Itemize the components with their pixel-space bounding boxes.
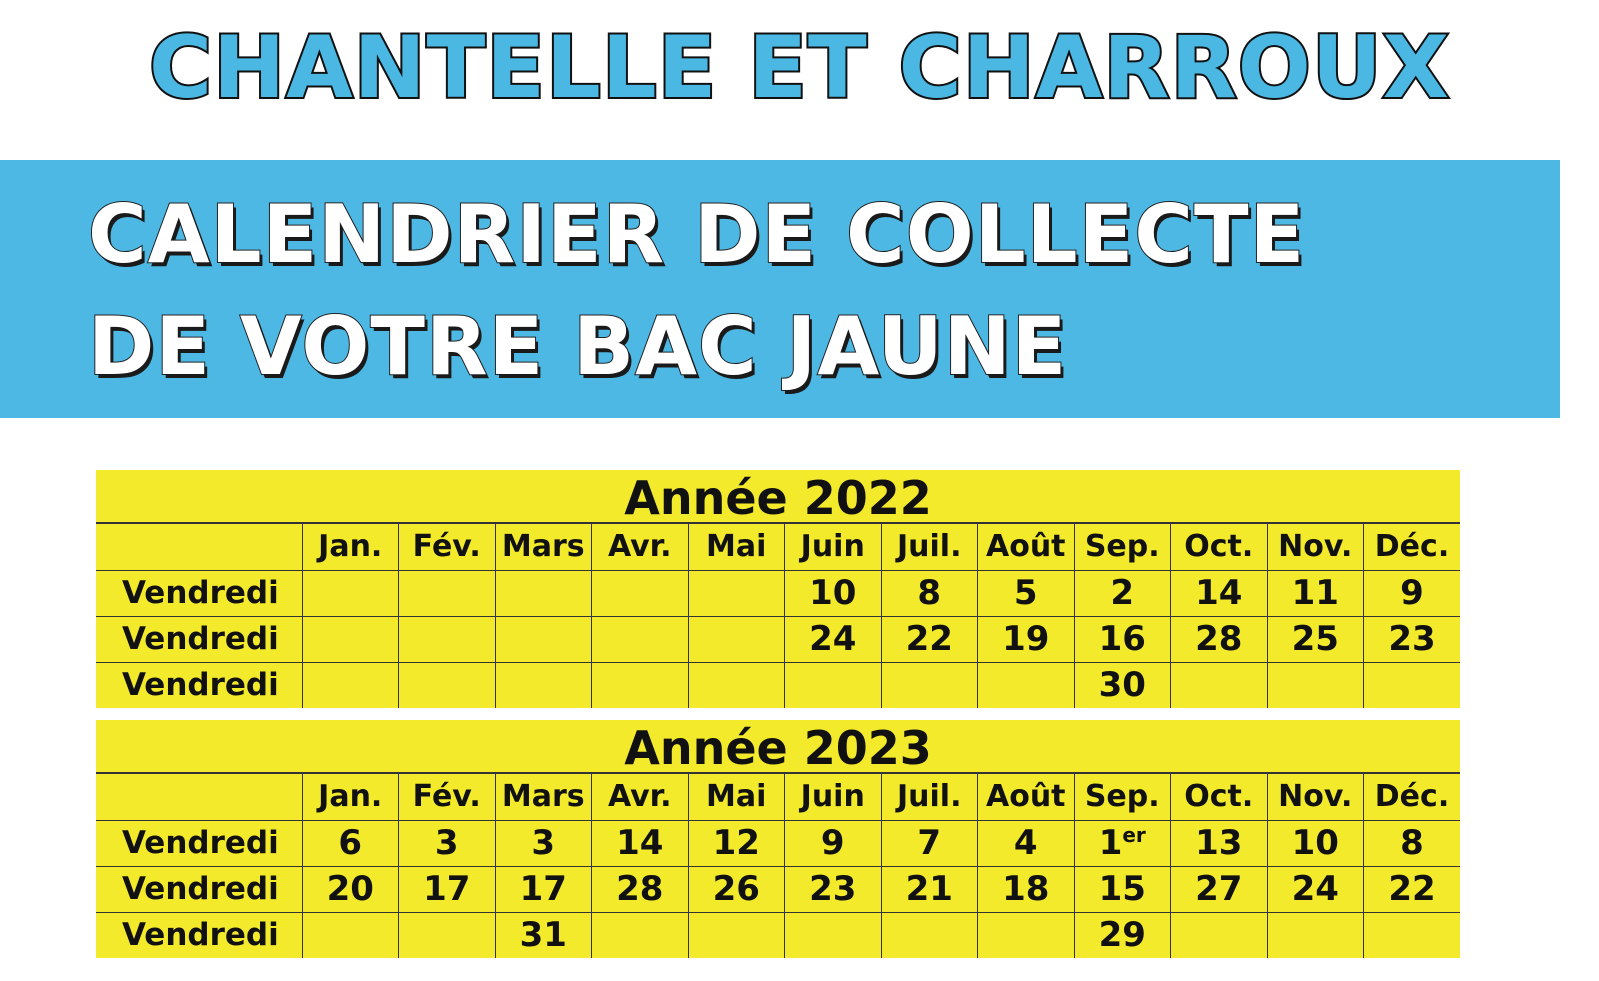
date-cell	[978, 663, 1075, 709]
date-value: 8	[1400, 823, 1424, 863]
date-cell	[592, 821, 689, 867]
date-value: 8	[917, 573, 942, 613]
date-cell	[1364, 821, 1461, 867]
date-cell	[302, 913, 399, 959]
date-value: 14	[616, 823, 664, 863]
date-value: 26	[712, 869, 760, 909]
month-header: Déc.	[1364, 524, 1461, 571]
month-header-row	[96, 774, 1460, 821]
commune-title: CHANTELLE ET CHARROUX	[148, 18, 1450, 118]
date-cell	[399, 913, 496, 959]
banner-title-line-1: CALENDRIER DE COLLECTE	[88, 188, 1306, 281]
date-cell	[688, 617, 785, 663]
collection-table-2023	[96, 774, 1460, 958]
year-title-2023: Année 2023	[96, 720, 1460, 774]
date-cell	[688, 663, 785, 709]
month-header: Juil.	[881, 524, 978, 571]
date-cell	[1074, 617, 1171, 663]
date-value: 4	[1013, 823, 1038, 863]
date-cell	[978, 867, 1075, 913]
month-header: Août	[978, 774, 1075, 821]
date-cell	[592, 617, 689, 663]
month-header: Sep.	[1074, 524, 1171, 571]
date-cell	[1364, 617, 1461, 663]
date-value: 15	[1098, 869, 1146, 909]
month-header: Mai	[688, 524, 785, 571]
date-value: 28	[1195, 619, 1243, 659]
date-cell	[785, 913, 882, 959]
date-cell	[978, 821, 1075, 867]
table-row	[96, 571, 1460, 617]
month-header: Mars	[495, 524, 592, 571]
date-cell	[688, 571, 785, 617]
date-cell	[495, 571, 592, 617]
date-cell	[1364, 571, 1461, 617]
date-value: 3	[531, 823, 556, 863]
date-cell	[1171, 571, 1268, 617]
table-row	[96, 867, 1460, 913]
date-cell	[688, 867, 785, 913]
date-value: 18	[1002, 869, 1050, 909]
date-cell	[592, 571, 689, 617]
month-header: Avr.	[592, 524, 689, 571]
date-cell	[785, 867, 882, 913]
date-cell	[302, 821, 399, 867]
date-value: 20	[326, 869, 374, 909]
date-cell	[399, 571, 496, 617]
date-cell	[399, 663, 496, 709]
date-cell	[495, 663, 592, 709]
calendar-2023	[96, 720, 1460, 958]
date-cell	[785, 663, 882, 709]
date-value: 29	[1098, 915, 1146, 955]
month-header: Oct.	[1171, 774, 1268, 821]
month-header: Déc.	[1364, 774, 1461, 821]
month-header: Nov.	[1267, 774, 1364, 821]
month-header: Mai	[688, 774, 785, 821]
corner-cell	[96, 524, 302, 571]
date-cell	[785, 617, 882, 663]
date-value: 24	[1291, 869, 1339, 909]
date-value: 12	[712, 823, 760, 863]
date-cell	[302, 663, 399, 709]
date-cell	[592, 867, 689, 913]
month-header: Fév.	[399, 524, 496, 571]
date-value: 3	[434, 823, 459, 863]
date-cell	[1171, 663, 1268, 709]
date-cell	[1364, 867, 1461, 913]
month-header: Sep.	[1074, 774, 1171, 821]
year-title-2022: Année 2022	[96, 470, 1460, 524]
date-cell	[1171, 913, 1268, 959]
date-value: 22	[1388, 869, 1436, 909]
corner-cell	[96, 774, 302, 821]
calendar-2022	[96, 470, 1460, 708]
day-label: Vendredi	[96, 571, 302, 617]
date-cell	[785, 571, 882, 617]
date-cell	[881, 663, 978, 709]
month-header: Avr.	[592, 774, 689, 821]
date-value: 30	[1098, 665, 1146, 705]
date-value: 17	[519, 869, 567, 909]
date-value: 24	[809, 619, 857, 659]
month-header-row	[96, 524, 1460, 571]
date-cell	[1171, 867, 1268, 913]
date-cell	[1267, 913, 1364, 959]
day-label: Vendredi	[122, 667, 279, 703]
date-value: 2	[1110, 573, 1135, 613]
date-cell	[1171, 821, 1268, 867]
date-cell	[399, 821, 496, 867]
collection-table-2022	[96, 524, 1460, 708]
date-cell	[1267, 663, 1364, 709]
date-value: 9	[1400, 573, 1424, 613]
table-row	[96, 617, 1460, 663]
month-header: Août	[978, 524, 1075, 571]
date-value: 27	[1195, 869, 1243, 909]
date-cell	[881, 913, 978, 959]
date-cell	[978, 913, 1075, 959]
date-cell	[1074, 867, 1171, 913]
date-cell	[688, 821, 785, 867]
date-cell	[881, 617, 978, 663]
date-cell	[302, 867, 399, 913]
date-cell	[399, 617, 496, 663]
date-cell	[1171, 617, 1268, 663]
date-value: 14	[1195, 573, 1243, 613]
day-label: Vendredi	[96, 821, 302, 867]
date-cell	[881, 821, 978, 867]
date-value: 1	[1098, 823, 1123, 863]
month-header: Juil.	[881, 774, 978, 821]
date-value: 31	[519, 915, 567, 955]
date-cell	[1364, 913, 1461, 959]
date-cell	[1074, 821, 1171, 867]
date-cell	[1074, 571, 1171, 617]
date-cell	[495, 617, 592, 663]
date-cell	[495, 867, 592, 913]
month-header: Nov.	[1267, 524, 1364, 571]
date-cell	[881, 571, 978, 617]
date-cell	[495, 821, 592, 867]
month-header: Jan.	[302, 524, 399, 571]
date-cell	[1267, 821, 1364, 867]
date-cell	[785, 821, 882, 867]
date-value: 7	[917, 823, 942, 863]
date-value: 13	[1195, 823, 1243, 863]
date-value: 16	[1098, 619, 1146, 659]
date-value: 17	[423, 869, 471, 909]
date-cell	[1074, 663, 1171, 709]
table-row	[96, 913, 1460, 959]
date-cell	[881, 867, 978, 913]
month-header: Fév.	[399, 774, 496, 821]
date-cell	[1267, 617, 1364, 663]
table-row	[96, 821, 1460, 867]
month-header: Oct.	[1171, 524, 1268, 571]
date-value: 23	[809, 869, 857, 909]
date-value: 6	[338, 823, 363, 863]
date-value: 25	[1291, 619, 1339, 659]
day-label: Vendredi	[122, 917, 279, 953]
day-label: Vendredi	[96, 617, 302, 663]
date-value: 9	[820, 823, 845, 863]
table-row	[96, 663, 1460, 709]
date-value: 10	[1291, 823, 1339, 863]
ordinal-suffix: er	[1122, 823, 1146, 847]
date-value: 21	[905, 869, 953, 909]
date-cell	[592, 913, 689, 959]
month-header: Mars	[495, 774, 592, 821]
date-cell	[1364, 663, 1461, 709]
day-label: Vendredi	[96, 867, 302, 913]
month-header: Juin	[785, 524, 882, 571]
date-cell	[302, 617, 399, 663]
date-cell	[302, 571, 399, 617]
date-cell	[978, 617, 1075, 663]
date-cell	[399, 867, 496, 913]
date-cell	[1074, 913, 1171, 959]
date-value: 11	[1291, 573, 1339, 613]
date-value: 19	[1002, 619, 1050, 659]
date-value: 22	[905, 619, 953, 659]
month-header: Juin	[785, 774, 882, 821]
date-cell	[688, 913, 785, 959]
date-value: 10	[809, 573, 857, 613]
date-value: 5	[1013, 573, 1038, 613]
month-header: Jan.	[302, 774, 399, 821]
date-value: 28	[616, 869, 664, 909]
date-value: 23	[1388, 619, 1436, 659]
banner-title-line-2: DE VOTRE BAC JAUNE	[88, 300, 1068, 393]
date-cell	[978, 571, 1075, 617]
date-cell	[1267, 571, 1364, 617]
date-cell	[495, 913, 592, 959]
date-cell	[592, 663, 689, 709]
date-cell	[1267, 867, 1364, 913]
